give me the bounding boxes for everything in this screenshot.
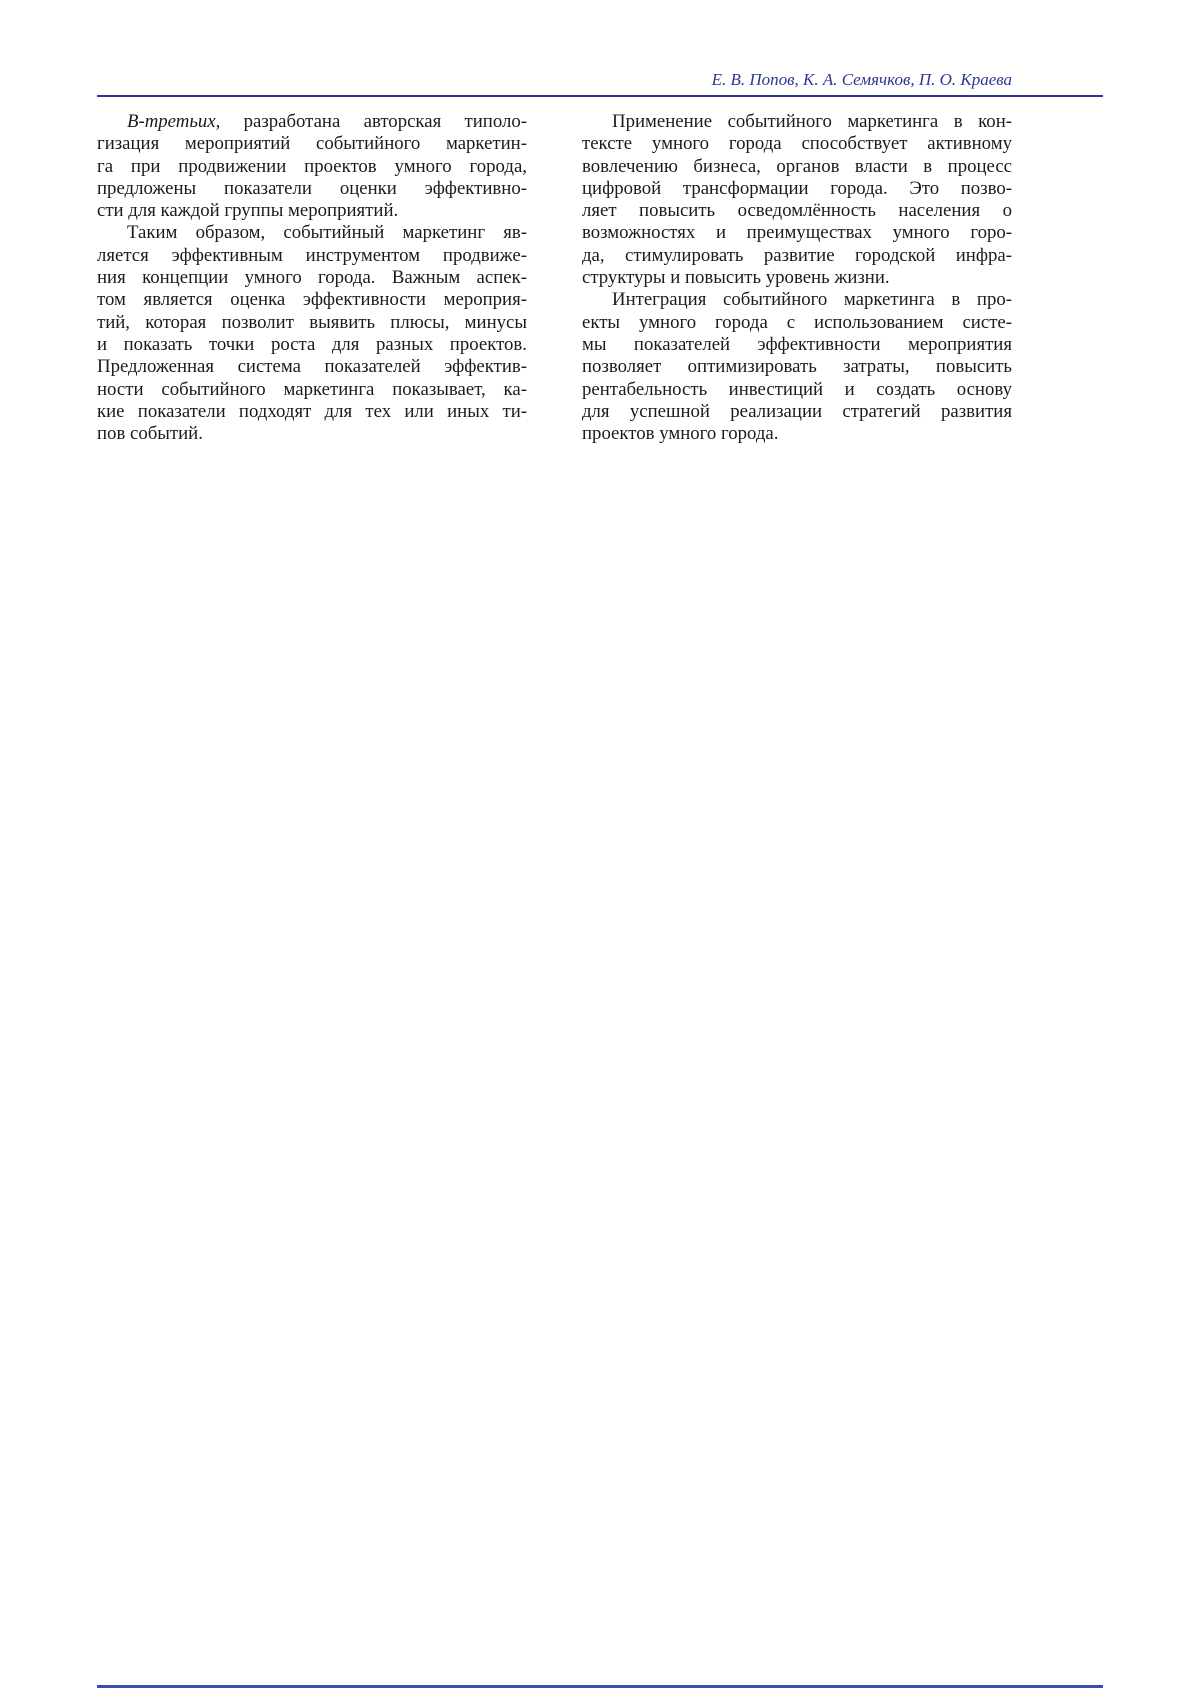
text-line: для успешной реализации стратегий развития bbox=[582, 400, 1012, 422]
text-line: возможностях и преимуществах умного горо- bbox=[582, 222, 1012, 244]
text-line: тексте умного города способствует активному bbox=[582, 133, 1012, 155]
text-line: ляет повысить осведомлённость населения о bbox=[582, 200, 1012, 222]
text-line: ности событийного маркетинга показывает, ка- bbox=[97, 378, 527, 400]
column-left bbox=[97, 111, 527, 445]
text-line: мы показателей эффективности мероприятия bbox=[582, 333, 1012, 355]
text-line: Таким образом, событийный маркетинг яв- bbox=[127, 222, 527, 244]
header-rule bbox=[97, 95, 1103, 97]
text-line: Применение событийного маркетинга в кон- bbox=[612, 111, 1012, 132]
text-line: и показать точки роста для разных проектов. bbox=[97, 333, 527, 355]
text-line: рентабельность инвестиций и создать основу bbox=[582, 378, 1012, 400]
text-line: да, стимулировать развитие городской инфра- bbox=[582, 244, 1012, 266]
text-line: В-третьих, разработана авторская типоло- bbox=[127, 111, 527, 132]
text-line: предложены показатели оценки эффективно- bbox=[97, 177, 527, 199]
italic-lead: В-третьих bbox=[127, 111, 216, 132]
text-line: вовлечению бизнеса, органов власти в процесс bbox=[582, 155, 1012, 177]
paragraph bbox=[582, 111, 1012, 289]
text-line: кие показатели подходят для тех или иных ти- bbox=[97, 400, 527, 422]
paragraph bbox=[582, 289, 1012, 445]
text-line: екты умного города с использованием систе- bbox=[582, 311, 1012, 333]
text-line: пов событий. bbox=[97, 423, 203, 445]
text-line: проектов умного города. bbox=[582, 423, 779, 445]
footer-rule bbox=[97, 1685, 1103, 1688]
text-columns bbox=[97, 111, 1012, 445]
text-line: Интеграция событийного маркетинга в про- bbox=[612, 289, 1012, 311]
text-line: ния концепции умного города. Важным аспек- bbox=[97, 267, 527, 289]
text-line: Предложенная система показателей эффектив- bbox=[97, 356, 527, 378]
paragraph bbox=[97, 111, 527, 222]
text-line: цифровой трансформации города. Это позво- bbox=[582, 177, 1012, 199]
column-right bbox=[582, 111, 1012, 445]
text-line: структуры и повысить уровень жизни. bbox=[582, 267, 890, 289]
text-line: гизация мероприятий событийного маркетин- bbox=[97, 133, 527, 155]
text-line: ляется эффективным инструментом продвиже- bbox=[97, 244, 527, 266]
text-line: га при продвижении проектов умного города, bbox=[97, 155, 527, 177]
text-line: том является оценка эффективности мероприя- bbox=[97, 289, 527, 311]
paragraph bbox=[97, 222, 527, 445]
text-line: тий, которая позволит выявить плюсы, минусы bbox=[97, 311, 527, 333]
header-authors: Е. В. Попов, К. А. Семячков, П. О. Краева bbox=[711, 70, 1012, 89]
text-line: сти для каждой группы мероприятий. bbox=[97, 200, 399, 222]
text-line: позволяет оптимизировать затраты, повысить bbox=[582, 356, 1012, 378]
